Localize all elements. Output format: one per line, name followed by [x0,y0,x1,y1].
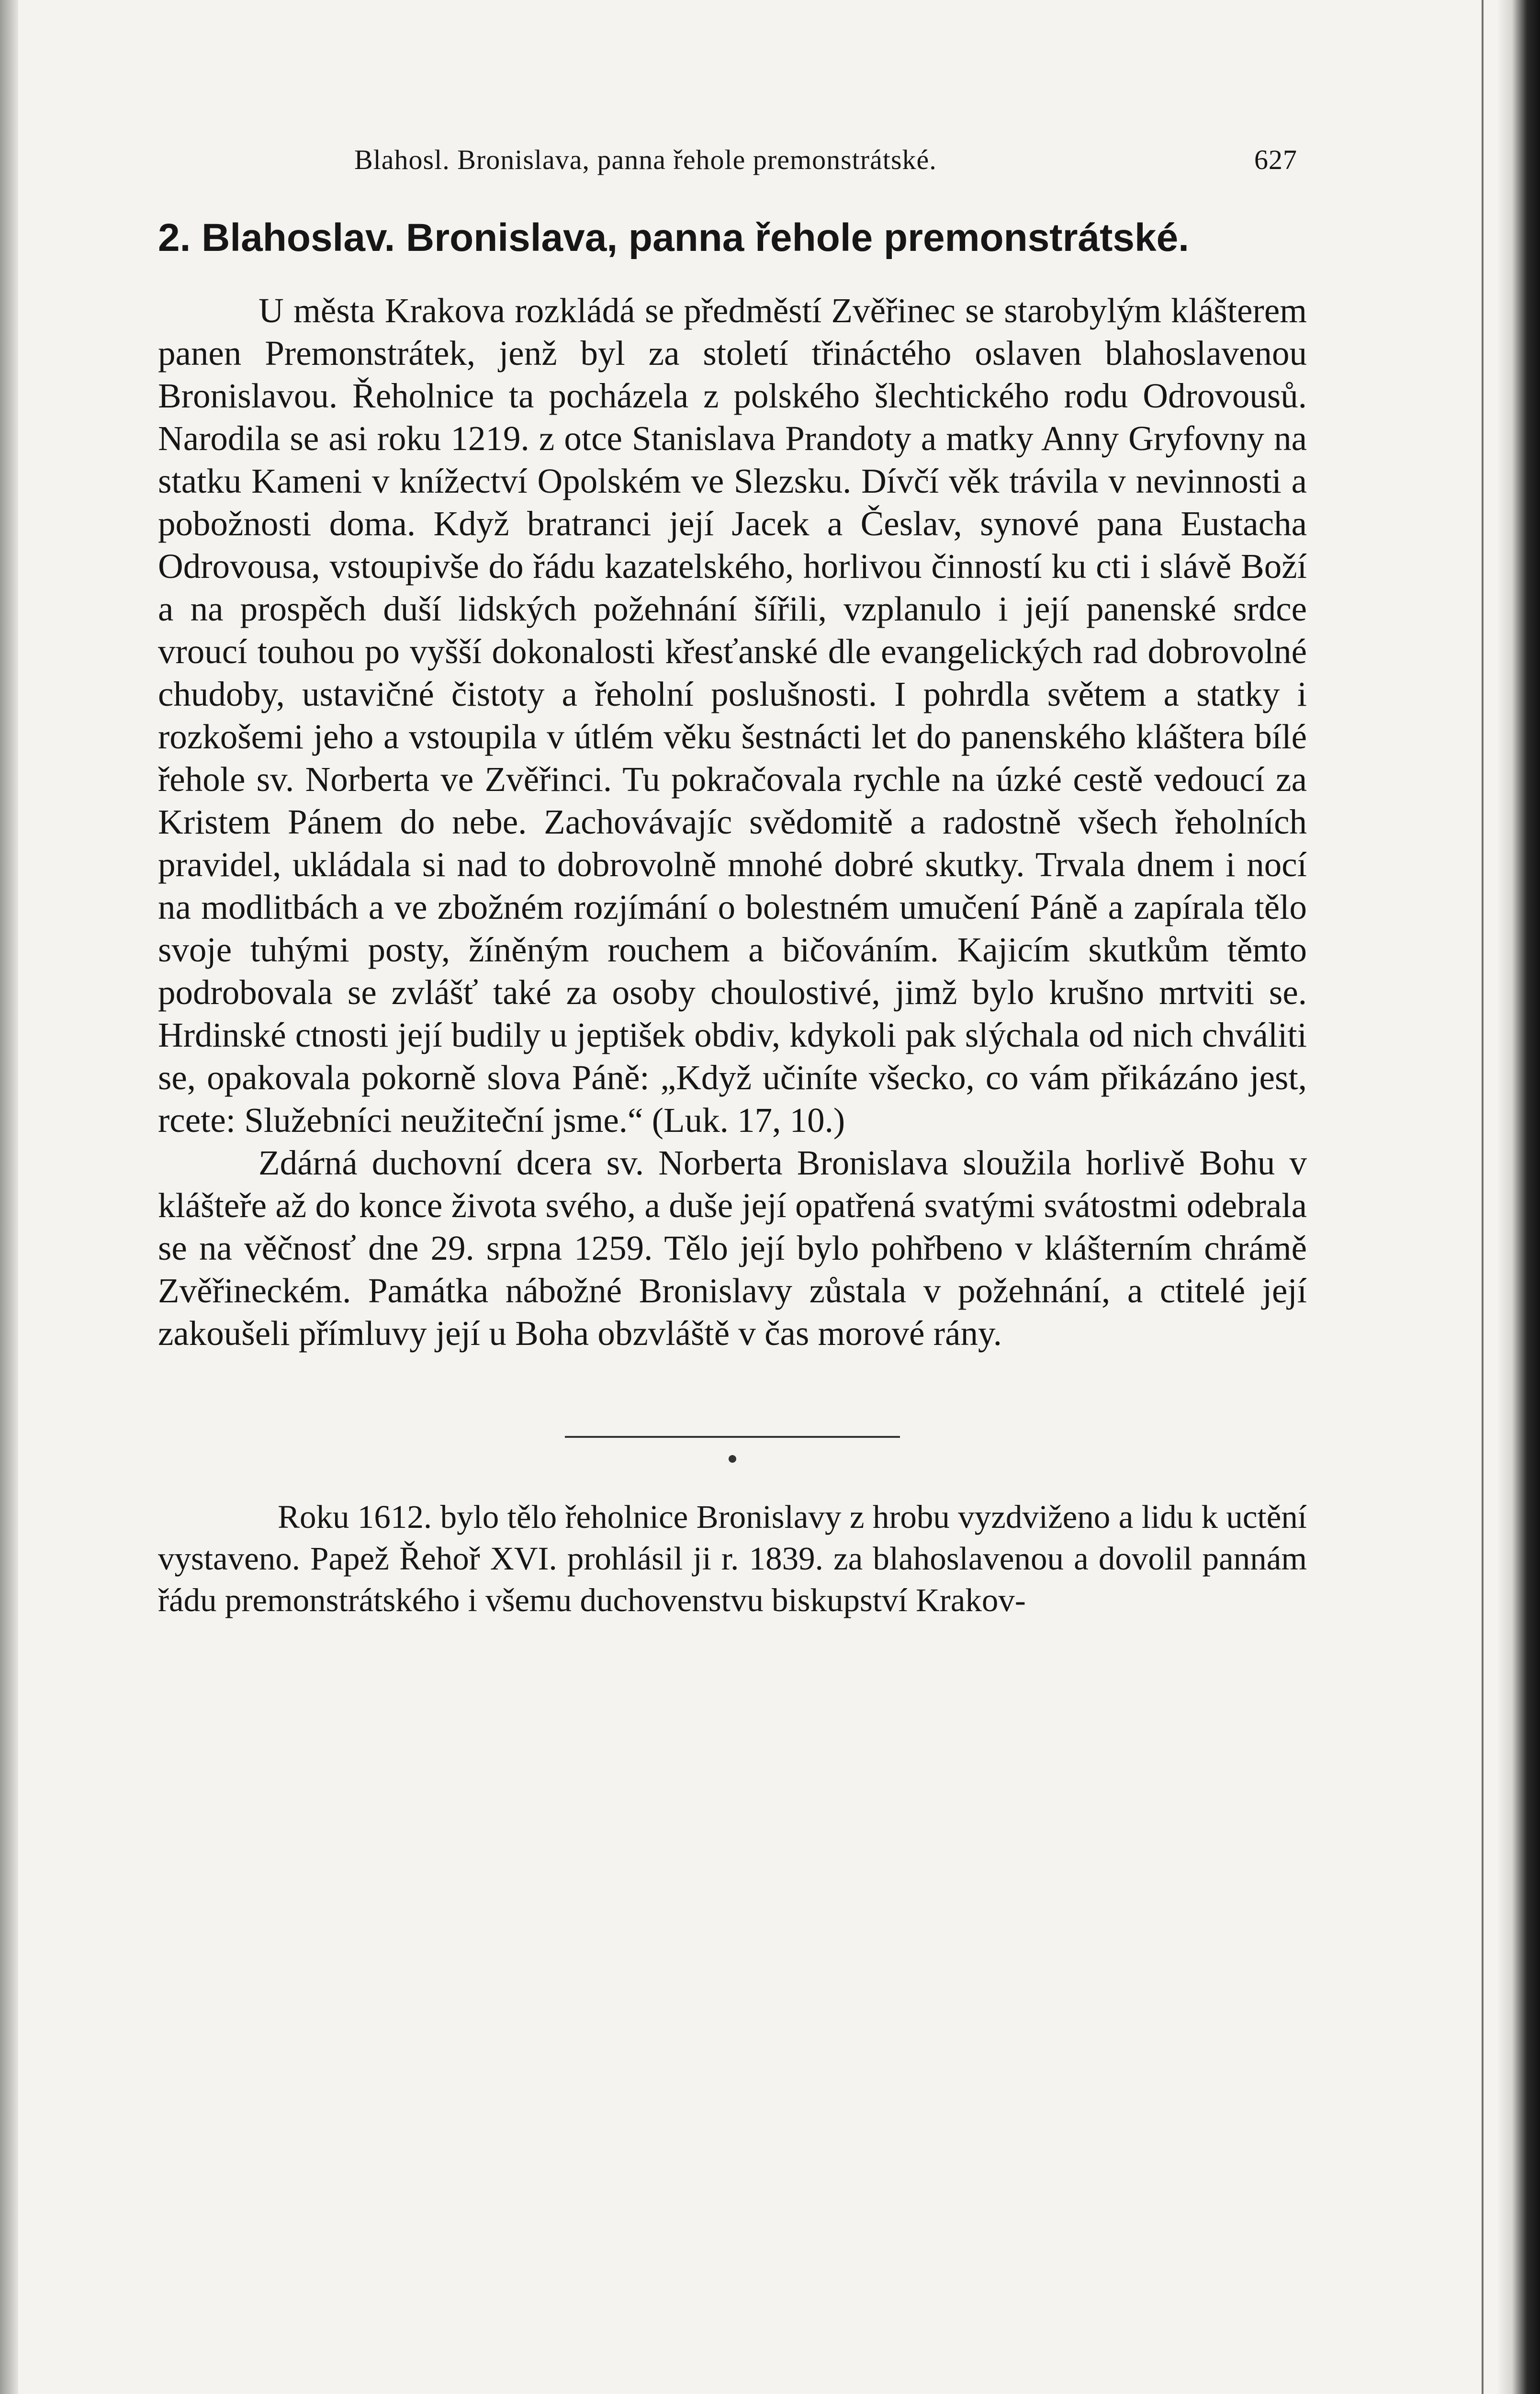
running-head [158,144,1307,196]
running-head-title: Blahosl. Bronislava, panna řehole premonstrátské. [354,144,937,175]
body-paragraph-2: Zdárná duchovní dcera sv. Norberta Bronislava sloužila horlivě Bohu v klášteře až do konce života svého, a duše její opatřená svatými svátostmi odebrala se na věčnosť dne 29. srpna 1259. Tělo její bylo pohřbeno v klášterním chrámě Zvěřineckém. Památka nábožné Bronislavy zůstala v požehnání, a ctitelé její zakoušeli přímluvy její u Boha obzvláště v čas morové rány. [158,1143,1307,1353]
section-divider-rule [565,1436,900,1438]
page-right-edge-shadow [1497,0,1540,2394]
body-paragraph-1: U města Krakova rozkládá se předměstí Zvěřinec se starobylým klášterem panen Premonstrátek, jenž byl za století třináctého oslaven blahoslavenou Bronislavou. Řeholnice ta pocházela z polského šlechtického rodu Odrovousů. Narodila se asi roku 1219. z otce Stanislava Prandoty a matky Anny Gryfovny na statku Kameni v knížectví Opolském ve Slezsku. Dívčí věk trávila v nevinnosti a pobožnosti doma. Když bratranci její Jacek a Česlav, synové pana Eustacha Odrovousa, vstoupivše do řádu kazatelského, horlivou činností ku cti i slávě Boží a na prospěch duší lidských požehnání šířili, vzplanulo i její panenské srdce vroucí touhou po vyšší dokonalosti křesťanské dle evangelických rad dobrovolné chudoby, ustavičné čistoty a řeholní poslušnosti. I pohrdla světem a statky i rozkošemi jeho a vstoupila v útlém věku šestnácti let do panenského kláštera bílé řehole sv. Norberta ve Zvěřinci. Tu pokračovala rychle na úzké cestě vedoucí za Kristem Pánem do nebe. Zachovávajíc svědomitě a radostně všech řeholních pravidel, ukládala si nad to dobrovolně mnohé dobré skutky. Trvala dnem i nocí na modlitbách a ve zbožném rozjímání o bolestném umučení Páně a zapírala tělo svoje tuhými posty, žíněným rouchem a bičováním. Kajicím skutkům těmto podrobovala se zvlášť také za osoby choulostivé, jimž bylo krušno mrtviti se. Hrdinské ctnosti její budily u jeptišek obdiv, kdykoli pak slýchala od nich chváliti se, opakovala pokorně slova Páně: „Když učiníte všecko, co vám přikázáno jest, rcete: Služebníci neužiteční jsme.“ (Luk. 17, 10.) [158,291,1307,1140]
page-left-edge-shadow [0,0,18,2394]
footnote-paragraph: Roku 1612. bylo tělo řeholnice Bronislavy z hrobu vyzdviženo a lidu k uctění vystaveno. Papež Řehoř XVI. prohlásil ji r. 1839. za blahoslavenou a dovolil pannám řádu premonstrátského i všemu duchovenstvu biskupství Krakov- [158,1499,1307,1618]
page-content [158,144,1307,1621]
divider-dot [729,1455,736,1463]
chapter-title: 2. Blahoslav. Bronislava, panna řehole premonstrátské. [158,216,1190,260]
page-number: 627 [1254,144,1297,175]
binding-line [1482,0,1484,2394]
